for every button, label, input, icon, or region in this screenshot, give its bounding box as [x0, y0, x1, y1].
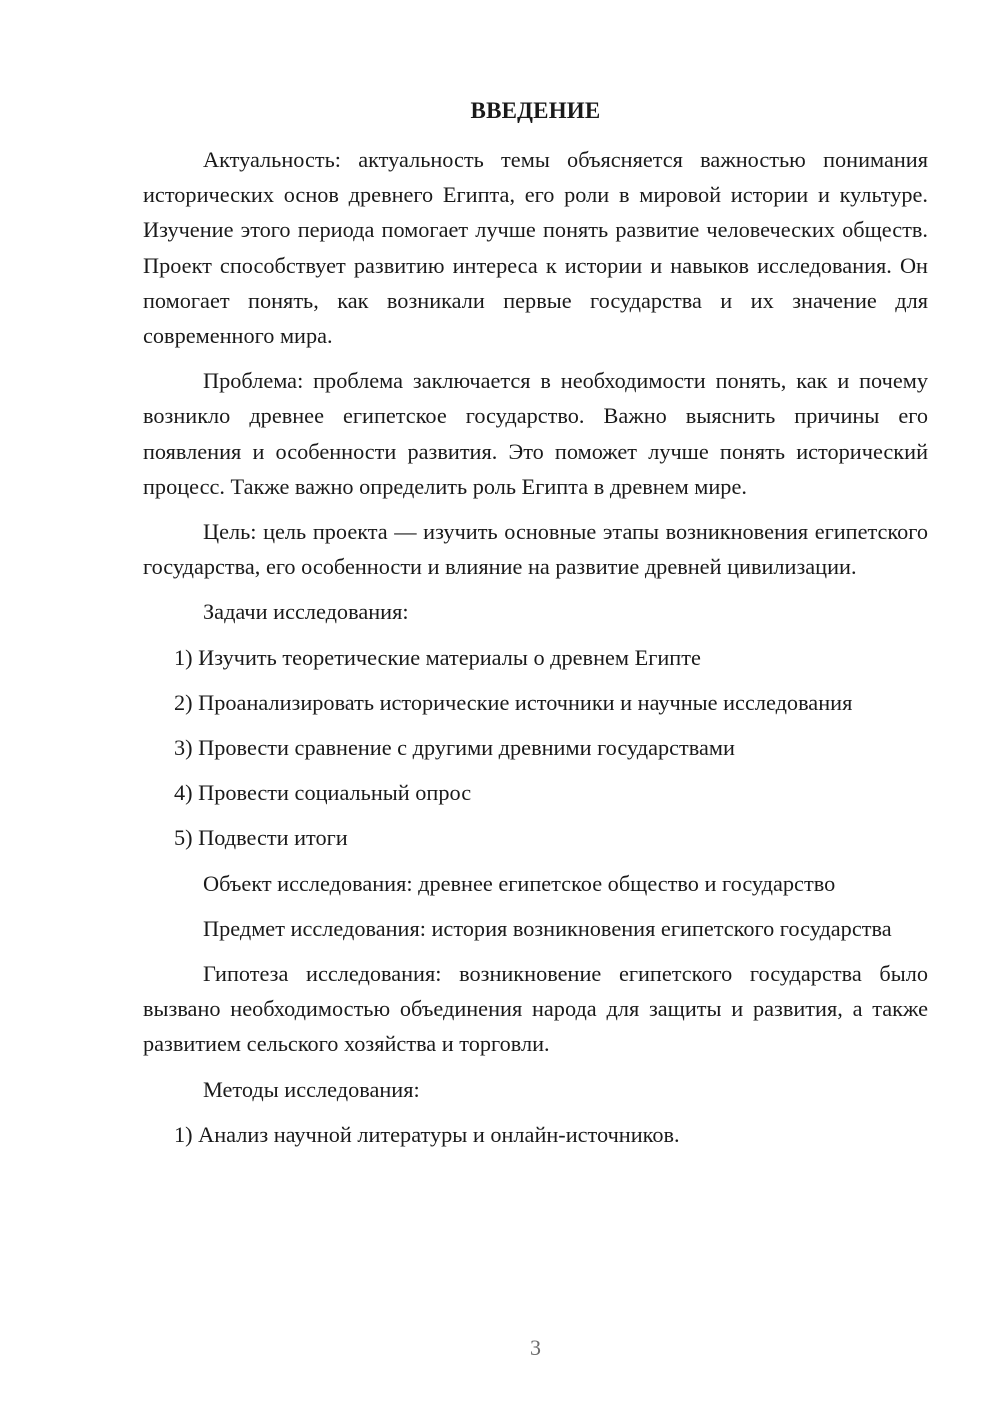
section-title: ВВЕДЕНИЕ — [470, 98, 601, 123]
page-number: 3 — [530, 1335, 541, 1360]
problem-paragraph: Проблема: проблема заключается в необходимости понять, как и почему возникло древнее египетское государство. Важно выяснить причины его появления и особенности развития. Это поможет лучше понять исторический процесс. Также важно определить роль Египта в древнем мире. — [143, 368, 928, 499]
subject-paragraph: Предмет исследования: история возникновения египетского государства — [203, 915, 892, 941]
task-item-5: 5) Подвести итоги — [174, 825, 348, 851]
method-item-1: 1) Анализ научной литературы и онлайн-источников. — [174, 1121, 680, 1147]
task-item-2: 2) Проанализировать исторические источники и научные исследования — [174, 689, 853, 715]
document-page — [143, 0, 928, 1414]
object-paragraph: Объект исследования: древнее египетское общество и государство — [203, 870, 836, 896]
methods-heading: Методы исследования: — [203, 1076, 420, 1102]
document-body — [143, 142, 928, 1162]
task-item-1: 1) Изучить теоретические материалы о древнем Египте — [174, 644, 701, 670]
hypothesis-paragraph: Гипотеза исследования: возникновение египетского государства было вызвано необходимостью объединения народа для защиты и развития, а также развитием сельского хозяйства и торговли. — [143, 961, 928, 1057]
task-item-4: 4) Провести социальный опрос — [174, 780, 472, 806]
goal-paragraph: Цель: цель проекта — изучить основные этапы возникновения египетского государства, его особенности и влияние на развитие древней цивилизации. — [143, 519, 928, 580]
task-item-3: 3) Провести сравнение с другими древними государствами — [174, 735, 735, 761]
relevance-paragraph: Актуальность: актуальность темы объясняется важностью понимания исторических основ древнего Египта, его роли в мировой истории и культуре. Изучение этого периода помогает лучше понять развитие человеческих обществ. Проект способствует развитию интереса к истории и навыков исследования. Он помогает понять, как возникали первые государства и их значение для современного мира. — [143, 147, 928, 349]
tasks-heading: Задачи исследования: — [203, 599, 409, 625]
